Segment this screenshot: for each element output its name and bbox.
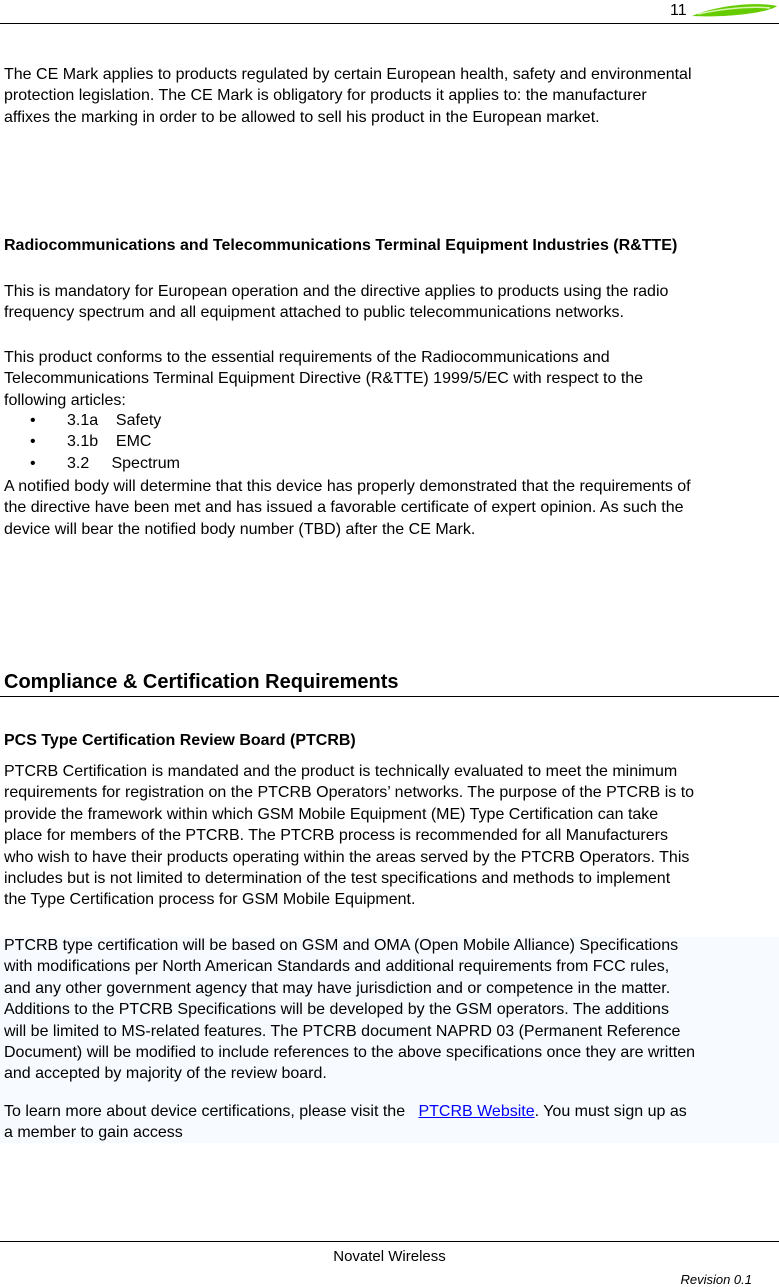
text-line: and accepted by majority of the review board. bbox=[4, 1065, 327, 1083]
bullet-safety: • 3.1a Safety bbox=[30, 412, 162, 429]
ptcrb-paragraph-1 bbox=[4, 761, 694, 911]
rtte-heading: Radiocommunications and Telecommunications Terminal Equipment Industries (R&TTE) bbox=[4, 237, 678, 254]
text-line: the Type Certification process for GSM Mobile Equipment. bbox=[4, 891, 416, 909]
text-line: place for members of the PTCRB. The PTCRB process is recommended for all Manufacturers bbox=[4, 827, 668, 845]
header-rule bbox=[0, 23, 779, 24]
text-line: requirements for registration on the PTCRB Operators’ networks. The purpose of the PTCRB is to bbox=[4, 784, 695, 802]
page-number: 11 bbox=[670, 2, 687, 19]
text-line: The CE Mark applies to products regulated by certain European health, safety and environmental bbox=[4, 66, 692, 83]
text-line: PTCRB type certification will be based on GSM and OMA (Open Mobile Alliance) Specifications bbox=[4, 937, 679, 954]
text-line: and any other government agency that may have jurisdiction and or competence in the matter. bbox=[4, 979, 671, 997]
section-rule bbox=[0, 696, 779, 697]
text-line: Document) will be modified to include references to the above specifications once they are written bbox=[4, 1044, 696, 1062]
text-line: Telecommunications Terminal Equipment Directive (R&TTE) 1999/5/EC with respect to the bbox=[4, 370, 644, 388]
rtte-paragraph-1 bbox=[4, 281, 668, 324]
text-line: affixes the marking in order to be allowed to sell his product in the European market. bbox=[4, 108, 600, 126]
ptcrb-subheading: PCS Type Certification Review Board (PTCRB) bbox=[4, 732, 356, 749]
footer-company: Novatel Wireless bbox=[333, 1248, 446, 1265]
text-line: who wish to have their products operating within the areas served by the PTCRB Operators. This bbox=[4, 848, 690, 866]
text-line: Additions to the PTCRB Specifications will be developed by the GSM operators. The additions bbox=[4, 1001, 669, 1019]
text-line: device will bear the notified body number (TBD) after the CE Mark. bbox=[4, 520, 476, 538]
bullet-emc: • 3.1b EMC bbox=[30, 433, 152, 450]
ptcrb-website-link[interactable]: PTCRB Website bbox=[418, 1103, 535, 1120]
text-line: This is mandatory for European operation and the directive applies to products using the radio bbox=[4, 283, 669, 300]
footer-revision: Revision 0.1 bbox=[680, 1272, 752, 1287]
intro-paragraph bbox=[4, 64, 692, 128]
ptcrb-paragraph-3: To learn more about device certifications, please visit the PTCRB Website. You must sign up as a member to gain access bbox=[4, 1103, 687, 1142]
text-line: This product conforms to the essential requirements of the Radiocommunications and bbox=[4, 349, 610, 366]
text-line: frequency spectrum and all equipment attached to public telecommunications networks. bbox=[4, 304, 624, 322]
rtte-paragraph-2 bbox=[4, 347, 643, 411]
text-line: provide the framework within which GSM Mobile Equipment (ME) Type Certification can take bbox=[4, 805, 659, 823]
text-line: includes but is not limited to determination of the test specifications and methods to implement bbox=[4, 870, 671, 888]
rtte-paragraph-3 bbox=[4, 476, 691, 540]
footer-rule bbox=[0, 1241, 779, 1242]
text-line: PTCRB Certification is mandated and the product is technically evaluated to meet the minimum bbox=[4, 763, 678, 780]
text-line: the directive have been met and has issued a favorable certificate of expert opinion. As such the bbox=[4, 499, 684, 517]
bullet-spectrum: • 3.2 Spectrum bbox=[30, 455, 180, 472]
text-line: with modifications per North American Standards and additional requirements from FCC rules, bbox=[4, 958, 670, 976]
text-line: A notified body will determine that this device has properly demonstrated that the requirements of bbox=[4, 478, 691, 495]
text-line: protection legislation. The CE Mark is obligatory for products it applies to: the manufacturer bbox=[4, 87, 647, 105]
text-line: will be limited to MS-related features. The PTCRB document NAPRD 03 (Permanent Reference bbox=[4, 1022, 681, 1040]
compliance-heading: Compliance & Certification Requirements bbox=[4, 671, 399, 693]
text-line: following articles: bbox=[4, 391, 126, 409]
ptcrb-paragraph-2 bbox=[4, 935, 695, 1085]
novatel-logo bbox=[690, 0, 779, 22]
